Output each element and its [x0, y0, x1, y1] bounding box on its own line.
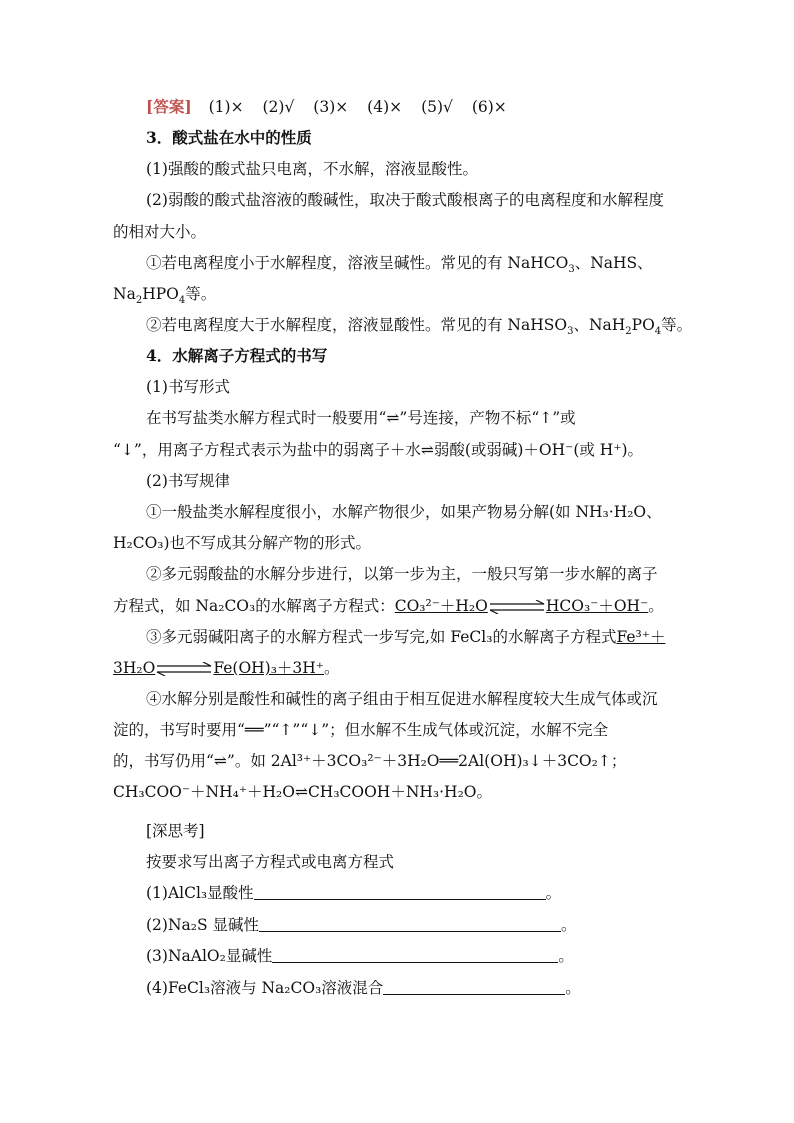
- question-label: (2)Na₂S 显碱性: [146, 916, 260, 934]
- s4-l2: “↓”，用离子方程式表示为盐中的弱离子＋水⇌弱酸(或弱碱)＋OH⁻(或 H⁺)。: [113, 441, 644, 459]
- question-3: [146, 946, 574, 966]
- answer-item: (5)√: [421, 98, 453, 116]
- equation-lhs: Fe³⁺＋: [616, 628, 666, 646]
- s3-p4: [146, 315, 693, 338]
- answer-item: (1)×: [208, 98, 244, 116]
- question-1: [146, 883, 561, 903]
- text-run: ②若电离程度大于水解程度，溶液显酸性。常见的有 NaHSO: [146, 316, 568, 334]
- section-4-heading: 4．水解离子方程式的书写: [146, 346, 328, 365]
- subscript: 4: [654, 326, 662, 338]
- text-run: 方程式，如 Na₂CO₃的水解离子方程式：: [113, 597, 395, 615]
- text-run: PO: [631, 316, 655, 334]
- s3-p1: (1)强酸的酸式盐只电离，不水解，溶液显酸性。: [146, 160, 478, 178]
- answer-item: (3)×: [313, 98, 349, 116]
- equation-lhs: 3H₂O: [113, 659, 156, 677]
- section-3-heading: 3．酸式盐在水中的性质: [146, 128, 312, 147]
- text-run: 等。: [185, 285, 217, 303]
- answer-line: [146, 97, 507, 117]
- s4-r4d: CH₃COO⁻＋NH₄⁺＋H₂O⇌CH₃COOH＋NH₃·H₂O。: [113, 783, 492, 801]
- text-run: 。: [558, 947, 574, 965]
- text-run: 。: [561, 916, 577, 934]
- question-2: [146, 915, 577, 935]
- answer-item: (6)×: [471, 98, 507, 116]
- think-prompt: 按要求写出离子方程式或电离方程式: [146, 853, 395, 871]
- s4-r4a: ④水解分别是酸性和碱性的离子组由于相互促进水解程度较大生成气体或沉: [146, 690, 658, 708]
- s4-r1a: ①一般盐类水解程度很小，水解产物很少，如果产物易分解(如 NH₃·H₂O、: [146, 503, 662, 521]
- answer-blank[interactable]: [272, 948, 558, 963]
- s3-p3b: [113, 284, 217, 307]
- subscript: 2: [135, 295, 143, 307]
- s3-p2b: 的相对大小。: [113, 223, 207, 241]
- text-run: 。: [565, 979, 581, 997]
- text-run: ①若电离程度小于水解程度，溶液呈碱性。常见的有 NaHCO: [146, 254, 569, 272]
- s4-r3b: [113, 658, 340, 678]
- s4-h1: (1)书写形式: [146, 378, 230, 396]
- s4-l1: 在书写盐类水解方程式时一般要用“⇌”号连接，产物不标“↑”或: [146, 409, 576, 427]
- text-run: 。: [545, 884, 562, 902]
- text-run: HPO: [142, 285, 179, 303]
- text-run: 、NaH: [573, 316, 626, 334]
- s4-r2a: ②多元弱酸盐的水解分步进行，以第一步为主，一般只写第一步水解的离子: [146, 565, 658, 583]
- answer-item: (2)√: [262, 98, 295, 116]
- question-4: [146, 978, 581, 998]
- s4-r2b: [113, 596, 664, 616]
- s4-r4b: 淀的，书写时要用“══”“↑”“↓”；但水解不生成气体或沉淀，水解不完全: [113, 721, 609, 739]
- question-label: (3)NaAlO₂显碱性: [146, 947, 273, 965]
- s3-p3a: [146, 253, 653, 276]
- text-run: 、NaHS、: [574, 254, 653, 272]
- equation-rhs: Fe(OH)₃＋3H⁺: [213, 659, 324, 677]
- s3-p2a: (2)弱酸的酸式盐溶液的酸碱性，取决于酸式酸根离子的电离程度和水解程度: [146, 191, 664, 209]
- subscript: 3: [568, 264, 575, 276]
- think-label: [深思考]: [146, 822, 205, 840]
- answer-blank[interactable]: [383, 980, 565, 995]
- question-label: (1)AlCl₃显酸性: [146, 884, 254, 902]
- text-run: 。: [648, 597, 664, 615]
- equilibrium-arrow-icon: [155, 662, 213, 676]
- equation-rhs: HCO₃⁻＋OH⁻: [545, 597, 649, 615]
- text-run: ③多元弱碱阳离子的水解方程式一步写完,如 FeCl₃的水解离子方程式: [146, 628, 617, 646]
- subscript: 4: [178, 295, 186, 307]
- text-run: 。: [324, 659, 340, 677]
- equilibrium-arrow-icon: [488, 600, 546, 614]
- s4-r4c: 的，书写仍用“⇌”。如 2Al³⁺＋3CO₃²⁻＋3H₂O══2Al(OH)₃↓＋3CO₂↑；: [113, 752, 627, 770]
- s4-h2: (2)书写规律: [146, 472, 230, 490]
- answer-blank[interactable]: [259, 917, 561, 932]
- answer-label: [答案]: [146, 97, 192, 116]
- text-run: Na: [113, 285, 136, 303]
- question-label: (4)FeCl₃溶液与 Na₂CO₃溶液混合: [146, 979, 384, 997]
- subscript: 3: [567, 326, 574, 338]
- answer-item: (4)×: [367, 98, 403, 116]
- s4-r1b: H₂CO₃)也不写成其分解产物的形式。: [113, 534, 372, 552]
- subscript: 2: [625, 326, 632, 338]
- equation-lhs: CO₃²⁻＋H₂O: [394, 597, 488, 615]
- s4-r3a: [146, 627, 665, 647]
- answer-blank[interactable]: [254, 885, 546, 900]
- text-run: 等。: [661, 316, 693, 334]
